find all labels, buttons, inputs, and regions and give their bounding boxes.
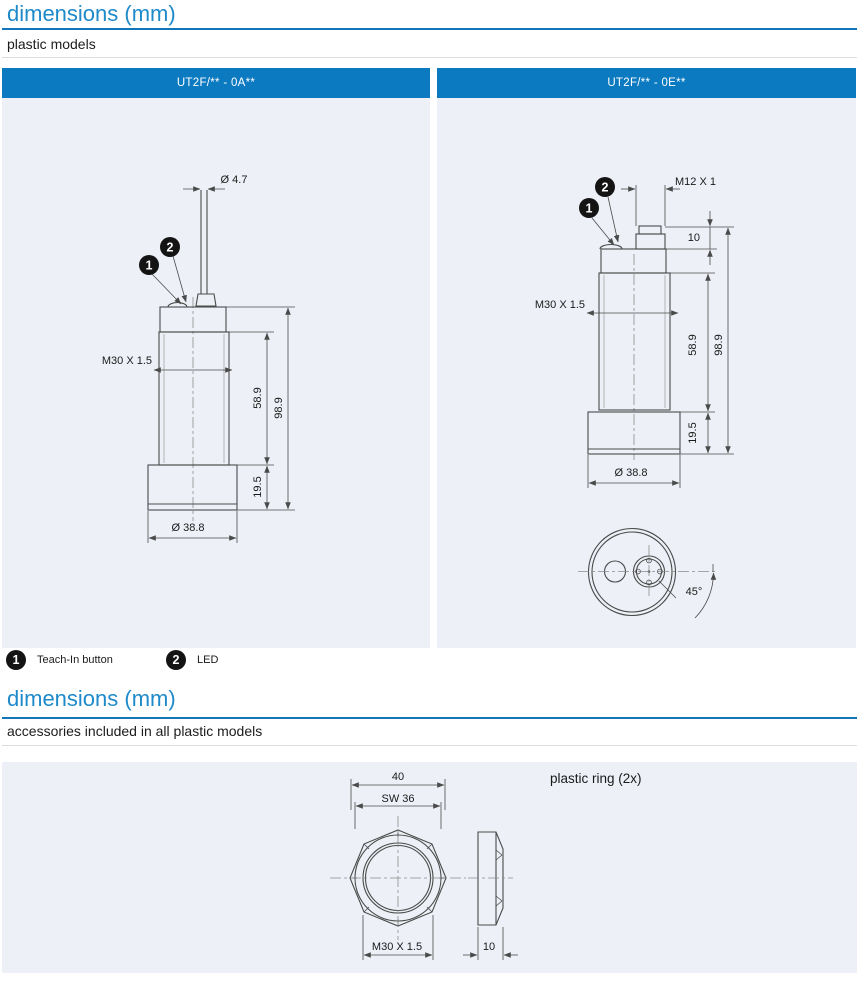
callout-teach-in-num: 1: [145, 258, 153, 273]
dim-label-body-length: 58.9: [687, 334, 699, 356]
dim-label-total-length: 98.9: [273, 397, 285, 419]
cable-sensor-drawing: [2, 98, 430, 648]
dim-label-thread: M30 X 1.5: [101, 355, 152, 367]
section2-subtitle-rule: [2, 745, 857, 746]
cable: [196, 190, 216, 306]
callout-teach-in-num: 1: [585, 201, 593, 216]
section1-title: dimensions (mm): [7, 1, 176, 26]
dim-total-length: [713, 228, 728, 453]
panel-accessories: [2, 762, 857, 973]
dim-body-length: [687, 274, 708, 411]
callout-led: [160, 237, 180, 257]
dim-label-thickness: 10: [482, 941, 496, 953]
section1-title-rule: [2, 28, 857, 30]
panel-cable-model-header: UT2F/** - 0A**: [2, 68, 430, 98]
legend-teach-in: [6, 650, 113, 670]
dim-connector-height: [688, 211, 710, 265]
dim-label-body-length: 58.9: [252, 387, 264, 409]
dim-label-head-length: 19.5: [687, 422, 699, 444]
plastic-ring-drawing: [2, 762, 857, 973]
legend-led-badge: 2: [166, 650, 186, 670]
extension-lines: [148, 307, 295, 543]
callout-teach-in: [579, 198, 599, 218]
dim-head-diameter: [589, 467, 679, 483]
dim-total-length: [273, 308, 288, 509]
dim-label-connector-thread: M12 X 1: [675, 176, 716, 188]
dim-thread: [102, 355, 232, 370]
section2-title: dimensions (mm): [7, 686, 176, 711]
dim-label-thread: M30 X 1.5: [371, 941, 423, 953]
dim-label-connector-height: 10: [687, 232, 700, 244]
sensor-body: [148, 303, 237, 511]
section1-subtitle-rule: [2, 57, 857, 58]
connector-sensor-drawing: [437, 98, 856, 648]
dim-body-length: [252, 333, 267, 464]
dim-label-head-length: 19.5: [252, 476, 264, 498]
section1-subtitle: plastic models: [7, 36, 96, 52]
dim-label-head-diameter: Ø 38.8: [171, 522, 205, 534]
dim-label-total-length: 98.9: [713, 334, 725, 356]
dim-label-head-diameter: Ø 38.8: [614, 467, 648, 479]
dim-connector-thread: [621, 176, 716, 226]
dim-thread: [535, 299, 678, 313]
dim-thickness: [463, 927, 518, 960]
panel-connector-model-body: [437, 98, 856, 648]
callout-teach-in: [139, 255, 159, 275]
section2-subtitle: accessories included in all plastic models: [7, 723, 263, 739]
dim-head-length: [687, 413, 708, 453]
callout-led-num: 2: [601, 180, 609, 195]
ring-front-view: [330, 816, 466, 940]
legend-teach-in-badge: 1: [6, 650, 26, 670]
legend-led: [166, 650, 218, 670]
section2-title-rule: [2, 717, 857, 719]
legend-led-label: LED: [197, 654, 219, 666]
dim-label-cable-diameter: Ø 4.7: [220, 174, 248, 186]
dim-label-outer-width: 40: [391, 771, 405, 783]
panel-connector-model-header: UT2F/** - 0E**: [437, 68, 856, 98]
dim-cable-diameter: [183, 174, 247, 189]
panel-cable-model-body: [2, 98, 430, 648]
ring-side-view: [468, 832, 513, 925]
dim-label-connector-angle: 45°: [685, 586, 703, 598]
dim-label-wrench-size: SW 36: [381, 793, 415, 805]
ring-caption: plastic ring (2x): [550, 771, 642, 786]
m12-plug: [636, 226, 665, 249]
callout-led: [595, 177, 615, 197]
callout-led-num: 2: [166, 240, 174, 255]
connector-face-view: [578, 529, 718, 619]
dim-head-diameter: [149, 522, 236, 538]
panel-connector-model: [437, 68, 856, 648]
legend-teach-in-label: Teach-In button: [37, 654, 113, 666]
panel-cable-model: [2, 68, 430, 648]
dim-head-length: [252, 466, 267, 509]
dim-label-thread: M30 X 1.5: [534, 299, 585, 311]
